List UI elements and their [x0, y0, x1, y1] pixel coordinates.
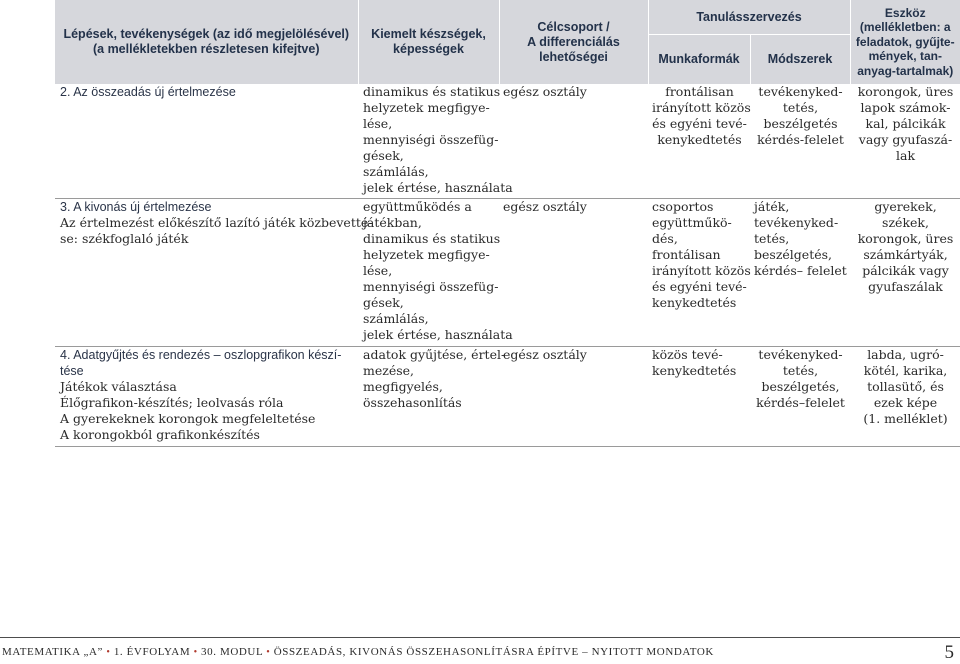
forms-cell — [648, 198, 750, 346]
skills-line: mezése, — [363, 362, 415, 378]
methods-line: tevékenyked- — [758, 346, 843, 362]
skills-line: megfigyelés, — [363, 378, 443, 394]
methods-line: beszélgetés — [763, 116, 838, 131]
target-cell — [499, 198, 648, 346]
skills-line: számlálás, — [363, 164, 429, 179]
methods-line: beszélgetés, — [761, 378, 840, 394]
step-cell — [55, 346, 358, 446]
forms-line: és egyéni tevé- — [652, 116, 747, 131]
skills-line: gések, — [363, 148, 404, 163]
forms-line: kenykedtetés — [652, 294, 737, 310]
tools-line: kal, pálcikák — [865, 116, 946, 131]
tools-cell — [850, 198, 960, 346]
methods-line: kérdés– felelet — [754, 262, 847, 278]
tools-line: tollasütő, és — [867, 378, 944, 394]
header-tools-line: mények, tan- — [868, 49, 942, 64]
forms-line: frontálisan — [665, 84, 734, 99]
table-row — [55, 84, 960, 198]
lesson-plan-table-wrapper — [55, 0, 960, 447]
tools-line: székek, — [882, 214, 929, 230]
skills-line: gések, — [363, 294, 404, 310]
tools-line: (1. melléklet) — [863, 410, 948, 426]
header-work-forms — [648, 35, 750, 85]
step-cell — [55, 84, 358, 198]
methods-cell — [750, 84, 850, 198]
forms-line: csoportos — [652, 198, 714, 214]
header-work-forms-label: Munkaformák — [658, 52, 740, 66]
table-header-row — [55, 0, 960, 35]
skills-line: lése, — [363, 262, 393, 278]
step-line: Az értelmezést előkészítő lazító játék közbevetté- — [60, 214, 373, 230]
target-cell — [499, 84, 648, 198]
tools-line: labda, ugró- — [867, 346, 944, 362]
skills-line: adatok gyűjtése, értel- — [363, 346, 506, 362]
step-line: Élőgrafikon-készítés; leolvasás róla — [60, 394, 284, 410]
skills-cell — [358, 84, 513, 198]
step-title: 2. Az összeadás új értelmezése — [60, 85, 236, 99]
footer-subject: MATEMATIKA „A” — [2, 646, 103, 658]
header-methods-label: Módszerek — [767, 52, 833, 66]
forms-cell — [648, 346, 750, 446]
forms-line: irányított közös — [652, 262, 751, 278]
step-cell — [55, 198, 373, 346]
footer-separator-icon: • — [106, 647, 111, 658]
target-line: egész osztály — [503, 84, 587, 99]
skills-line: helyzetek megfigye- — [363, 246, 490, 262]
header-target-line1: Célcsoport / — [537, 19, 610, 34]
skills-line: számlálás, — [363, 310, 429, 326]
skills-line: mennyiségi összefüg- — [363, 132, 499, 147]
methods-line: kérdés-felelet — [757, 132, 844, 147]
skills-line: összehasonlítás — [363, 394, 462, 410]
tools-line: gyerekek, — [874, 198, 937, 214]
methods-line: tevékenyked- — [754, 214, 839, 230]
skills-line: jelek értése, használata — [363, 326, 513, 342]
methods-line: tetés, — [754, 230, 790, 246]
tools-line: korongok, üres — [857, 230, 954, 246]
step-line: A korongokból grafikonkészítés — [60, 426, 260, 442]
page-footer — [0, 637, 960, 663]
methods-line: tetés, — [782, 100, 819, 115]
methods-line: beszélgetés, — [754, 246, 833, 262]
footer-module: 30. MODUL — [201, 646, 263, 658]
target-line: egész osztály — [503, 198, 587, 214]
header-tools-line: (mellékletben: a — [859, 20, 951, 35]
header-steps — [55, 0, 358, 84]
target-cell — [499, 346, 648, 446]
tools-line: lapok számok- — [860, 100, 951, 115]
table-bottom-rule — [55, 446, 960, 447]
skills-line: mennyiségi összefüg- — [363, 278, 499, 294]
methods-cell — [750, 346, 850, 446]
skills-line: jelek értése, használata — [363, 180, 513, 195]
skills-line: dinamikus és statikus — [363, 230, 501, 246]
footer-grade: 1. ÉVFOLYAM — [113, 646, 191, 658]
step-line: se: székfoglaló játék — [60, 230, 189, 246]
skills-line: együttműködés a — [363, 198, 472, 214]
methods-line: tevékenyked- — [758, 84, 843, 99]
footer-separator-icon: • — [193, 647, 198, 658]
target-line: egész osztály — [503, 346, 587, 362]
header-steps-line1: Lépések, tevékenységek (az idő megjelölésével) — [63, 27, 350, 41]
methods-line: játék, — [754, 198, 790, 214]
skills-cell — [358, 346, 506, 446]
step-line: A gyerekeknek korongok megfeleltetése — [60, 410, 316, 426]
forms-line: irányított közös — [652, 100, 751, 115]
skills-line: lése, — [363, 116, 393, 131]
methods-line: tetés, — [782, 362, 819, 378]
tools-cell — [850, 84, 960, 198]
forms-cell — [648, 84, 750, 198]
header-target-line3: lehetőségei — [539, 49, 608, 64]
step-title: 3. A kivonás új értelmezése — [60, 199, 212, 214]
header-target-line2: A differenciálás — [527, 34, 620, 49]
header-tools-line: anyag-tartalmak) — [857, 63, 954, 78]
forms-line: dés, — [652, 230, 678, 246]
tools-line: pálcikák vagy — [862, 262, 949, 278]
step-title: 4. Adatgyűjtés és rendezés – oszlopgrafikon készí- — [60, 347, 342, 362]
header-methods — [750, 35, 850, 85]
forms-line: frontálisan — [652, 246, 721, 262]
tools-line: lak — [896, 148, 916, 163]
header-tools — [850, 0, 960, 84]
forms-line: együttműkö- — [652, 214, 732, 230]
skills-line: helyzetek megfigye- — [363, 100, 490, 115]
methods-cell — [750, 198, 850, 346]
tools-line: gyufaszálak — [868, 278, 943, 294]
header-steps-line2: (a mellékletekben részletesen kifejtve) — [92, 42, 320, 56]
tools-line: ezek képe — [873, 394, 938, 410]
footer-module-title: ÖSSZEADÁS, KIVONÁS ÖSSZEHASONLÍTÁSRA ÉPÍTVE – NYITOTT MONDATOK — [273, 646, 714, 658]
tools-line: korongok, üres — [857, 84, 954, 99]
table-row — [55, 346, 960, 446]
header-skills-line1: Kiemelt készségek, — [371, 27, 486, 41]
skills-line: dinamikus és statikus — [363, 84, 501, 99]
header-skills — [358, 0, 499, 84]
skills-cell — [358, 198, 513, 346]
tools-cell — [850, 346, 960, 446]
forms-line: közös tevé- — [652, 346, 723, 362]
table-row — [55, 198, 960, 346]
step-title-cont: tése — [60, 363, 84, 378]
lesson-plan-table — [55, 0, 960, 446]
step-line: Játékok választása — [60, 378, 177, 394]
forms-line: kenykedtetés — [657, 132, 742, 147]
header-tools-line: Eszköz — [884, 5, 926, 20]
header-tools-line: feladatok, gyűjte- — [855, 34, 955, 49]
methods-line: kérdés–felelet — [756, 394, 845, 410]
header-skills-line2: képességek — [393, 42, 464, 56]
header-organisation — [648, 0, 850, 35]
tools-line: kötél, karika, — [863, 362, 948, 378]
forms-line: és egyéni tevé- — [652, 278, 747, 294]
header-target-group — [499, 0, 648, 84]
header-organisation-label: Tanulásszervezés — [696, 10, 802, 24]
footer-running-title — [2, 646, 714, 658]
skills-line: játékban, — [363, 214, 422, 230]
forms-line: kenykedtetés — [652, 362, 737, 378]
tools-line: vagy gyufaszá- — [858, 132, 953, 147]
page-number: 5 — [944, 642, 954, 663]
footer-separator-icon: • — [266, 647, 271, 658]
tools-line: számkártyák, — [863, 246, 948, 262]
